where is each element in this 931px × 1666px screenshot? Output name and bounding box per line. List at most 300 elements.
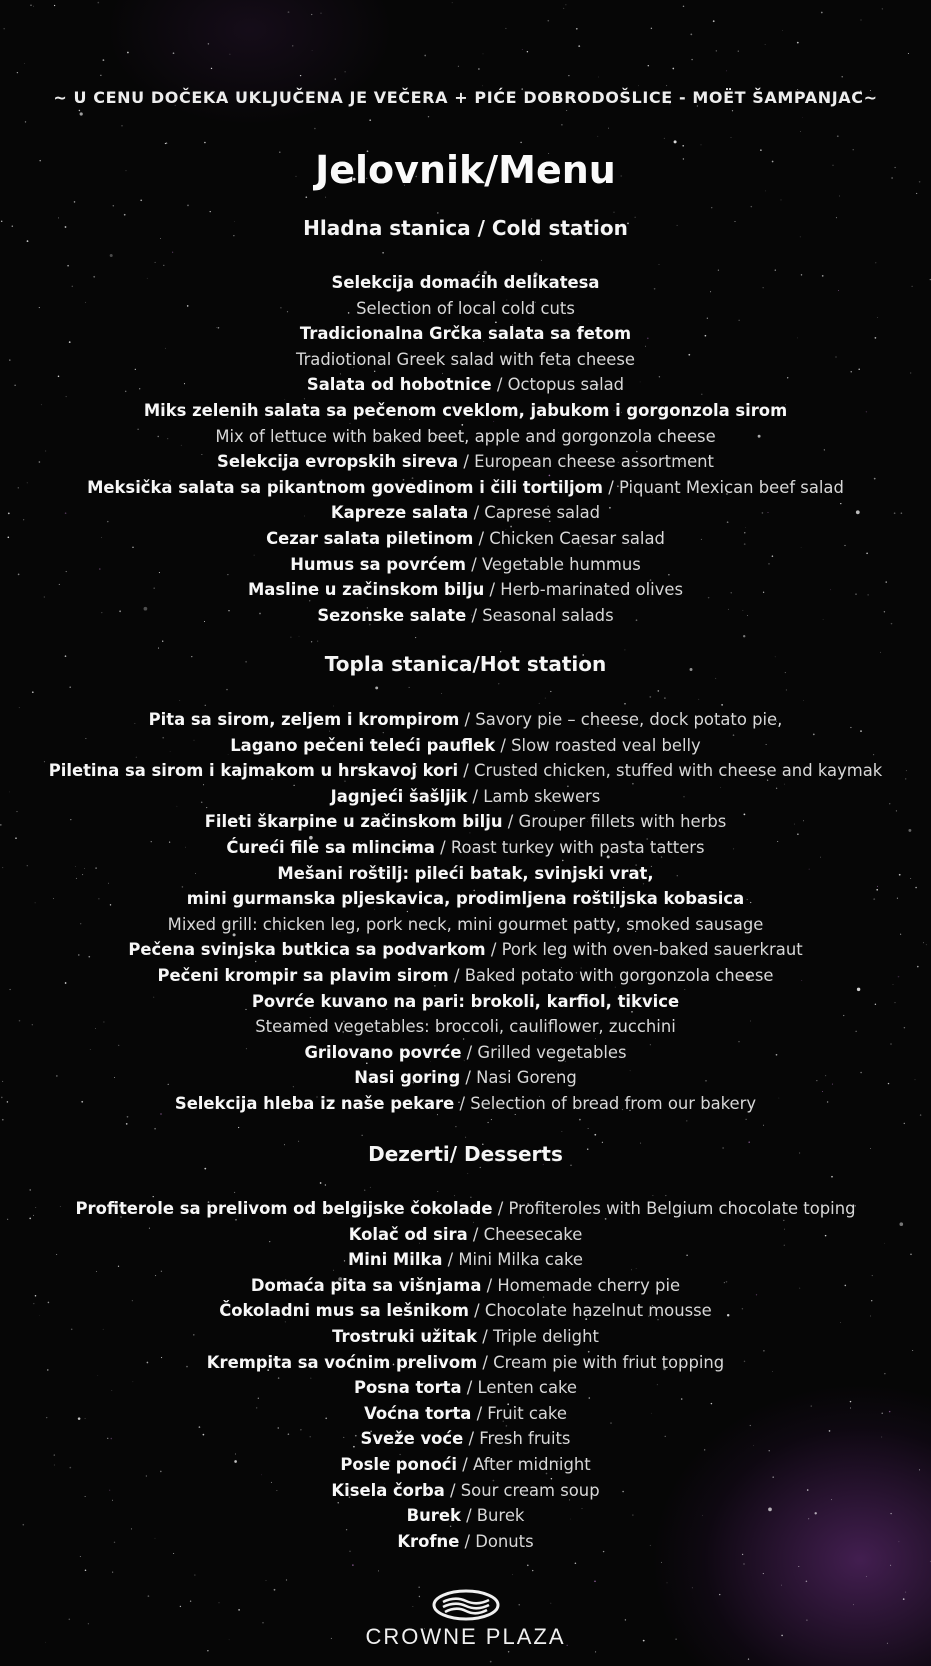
- star: [292, 45, 293, 46]
- star: [173, 52, 175, 54]
- menu-item: [0, 1478, 931, 1504]
- star: [187, 205, 189, 207]
- star: [320, 13, 321, 14]
- menu-item: [0, 733, 931, 759]
- menu-item: [0, 1247, 931, 1273]
- star: [483, 54, 484, 55]
- star: [478, 68, 480, 70]
- item-english-name: / Fresh fruits: [463, 1429, 571, 1449]
- star: [311, 641, 312, 642]
- star: [683, 6, 684, 7]
- menu-item: [0, 424, 931, 450]
- star: [797, 42, 799, 44]
- star: [649, 696, 651, 698]
- star: [488, 1122, 489, 1123]
- item-local-name: Humus sa povrćem: [290, 554, 466, 574]
- star: [806, 1581, 808, 1583]
- item-english-name: / Profiteroles with Belgium chocolate toping: [492, 1199, 856, 1218]
- star: [179, 700, 180, 701]
- star: [424, 55, 426, 57]
- item-local-name: Mini Milka: [348, 1250, 443, 1270]
- star: [738, 51, 739, 52]
- star: [588, 1128, 589, 1129]
- item-local-name: mini gurmanska pljeskavica, prodimljena roštiljska kobasica: [186, 889, 745, 909]
- star: [751, 206, 752, 207]
- item-local-name: Posna torta: [354, 1378, 462, 1398]
- star: [194, 1575, 195, 1576]
- star: [67, 265, 69, 267]
- cold-station-title: Hladna stanica / Cold station: [303, 216, 628, 240]
- star: [904, 1123, 905, 1124]
- star: [798, 1566, 799, 1567]
- item-english-name: / Savory pie – cheese, dock potato pie,: [459, 710, 783, 729]
- item-local-name: Selekcija domaćih delikatesa: [331, 273, 600, 292]
- star: [428, 116, 429, 117]
- item-english-name: / Slow roasted veal belly: [495, 735, 701, 755]
- star: [234, 1192, 235, 1193]
- star: [110, 254, 113, 257]
- star: [362, 1135, 363, 1136]
- star: [744, 1564, 745, 1565]
- star: [314, 128, 316, 130]
- menu-item: [0, 1401, 931, 1427]
- item-local-name: Kisela čorba: [331, 1480, 445, 1500]
- star: [682, 145, 684, 147]
- star: [748, 1658, 749, 1659]
- desserts-list: [0, 1196, 931, 1554]
- star: [140, 199, 142, 201]
- star: [229, 54, 230, 55]
- menu-item: [0, 1529, 931, 1555]
- star: [458, 66, 459, 67]
- star: [713, 20, 715, 22]
- star: [512, 1574, 513, 1575]
- menu-item: [0, 347, 931, 373]
- star: [547, 20, 549, 22]
- item-english-name: / Cream pie with friut topping: [477, 1352, 725, 1372]
- menu-item: [0, 758, 931, 784]
- item-local-name: Nasi goring: [354, 1068, 461, 1088]
- star: [613, 212, 614, 213]
- star: [352, 1564, 353, 1565]
- star: [672, 68, 674, 70]
- star: [562, 1131, 563, 1132]
- item-english-name: Mixed grill: chicken leg, pork neck, mini gourmet patty, smoked sausage: [167, 914, 764, 934]
- item-english-name: / Mini Milka cake: [442, 1250, 583, 1270]
- star: [916, 193, 917, 194]
- star: [80, 112, 83, 115]
- item-english-name: / Selection of bread from our bakery: [454, 1093, 757, 1113]
- star: [841, 76, 842, 77]
- star: [701, 145, 702, 146]
- star: [306, 196, 308, 198]
- item-local-name: Posle ponoći: [340, 1454, 458, 1474]
- star: [226, 689, 227, 690]
- item-english-name: / Grilled vegetables: [461, 1042, 627, 1062]
- item-english-name: / Fruit cake: [471, 1403, 567, 1423]
- item-english-name: / Herb-marinated olives: [484, 580, 684, 600]
- item-english-name: / Pork leg with oven-baked sauerkraut: [485, 940, 803, 960]
- menu-item: [0, 321, 931, 347]
- item-english-name: / Sour cream soup: [444, 1480, 600, 1500]
- brand-name: CROWNE PLAZA: [365, 1624, 566, 1649]
- item-english-name: Tradiotional Greek salad with feta cheese: [295, 349, 636, 369]
- menu-item: [0, 500, 931, 526]
- star: [158, 648, 159, 649]
- star: [441, 693, 442, 694]
- star: [624, 703, 626, 705]
- menu-item: [0, 963, 931, 989]
- star: [204, 142, 206, 144]
- star: [664, 697, 666, 699]
- item-english-name: / Homemade cherry pie: [481, 1275, 681, 1295]
- star: [375, 686, 378, 689]
- star: [335, 78, 336, 79]
- star: [803, 700, 804, 701]
- item-local-name: Čokoladni mus sa lešnikom: [219, 1301, 469, 1321]
- star: [300, 75, 301, 76]
- star: [320, 1182, 322, 1184]
- star: [382, 252, 384, 254]
- item-local-name: Tradicionalna Grčka salata sa fetom: [299, 324, 632, 344]
- star: [32, 691, 34, 693]
- star: [648, 65, 649, 66]
- item-local-name: Selekcija hleba iz naše pekare: [174, 1093, 455, 1113]
- star: [113, 205, 114, 206]
- item-local-name: Sezonske salate: [317, 605, 467, 625]
- menu-item: [0, 552, 931, 578]
- star: [520, 142, 522, 144]
- item-local-name: Povrće kuvano na pari: brokoli, karfiol, tikvice: [251, 991, 680, 1011]
- star: [238, 1127, 239, 1128]
- star: [437, 1191, 438, 1192]
- star: [561, 124, 563, 126]
- menu-item: [0, 1222, 931, 1248]
- item-local-name: Burek: [406, 1506, 461, 1526]
- item-local-name: Ćureći file sa mlincima: [226, 837, 435, 857]
- star: [726, 71, 727, 72]
- star: [467, 1173, 468, 1174]
- star: [100, 75, 101, 76]
- item-english-name: / Baked potato with gorgonzola cheese: [448, 965, 774, 985]
- star: [566, 110, 567, 111]
- star: [522, 49, 523, 50]
- item-english-name: / Roast turkey with pasta tatters: [434, 837, 705, 857]
- menu-item: [0, 449, 931, 475]
- star: [721, 704, 723, 706]
- cold-station-list: [0, 270, 931, 628]
- item-english-name: Mix of lettuce with baked beet, apple and gorgonzola cheese: [215, 426, 716, 446]
- item-english-name: / European cheese assortment: [458, 452, 714, 472]
- star: [743, 635, 745, 637]
- star: [266, 1580, 267, 1581]
- star: [765, 44, 766, 45]
- star: [4, 28, 5, 29]
- item-local-name: Cezar salata piletinom: [266, 528, 474, 548]
- menu-item: [0, 1426, 931, 1452]
- menu-item: [0, 1350, 931, 1376]
- star: [480, 1167, 481, 1168]
- item-english-name: Selection of local cold cuts: [356, 298, 575, 318]
- item-english-name: Steamed vegetables: broccoli, cauliflower, zucchini: [255, 1017, 676, 1037]
- item-english-name: / Crusted chicken, stuffed with cheese and kaymak: [458, 761, 883, 781]
- star: [659, 264, 660, 265]
- item-local-name: Miks zelenih salata sa pečenom cveklom, jabukom i gorgonzola sirom: [143, 400, 788, 420]
- star: [311, 14, 312, 15]
- menu-item: [0, 1503, 931, 1529]
- star: [121, 125, 123, 127]
- star: [686, 1120, 687, 1121]
- star: [126, 1123, 128, 1125]
- star: [594, 1581, 596, 1583]
- star: [205, 705, 206, 706]
- star: [638, 85, 639, 86]
- star: [17, 72, 18, 73]
- star: [498, 683, 499, 684]
- item-english-name: / Grouper fillets with herbs: [502, 812, 727, 832]
- star: [25, 121, 26, 122]
- star: [154, 1128, 156, 1130]
- menu-item: [0, 1091, 931, 1117]
- star: [325, 1184, 326, 1185]
- menu-item: [0, 1298, 931, 1324]
- star: [861, 20, 862, 21]
- star: [508, 1651, 509, 1652]
- item-local-name: Voćna torta: [364, 1403, 472, 1423]
- star: [299, 636, 300, 637]
- star: [437, 212, 439, 214]
- item-english-name: / Seasonal salads: [466, 605, 614, 625]
- star: [30, 1189, 31, 1190]
- star: [539, 703, 540, 704]
- star: [455, 1126, 456, 1127]
- star: [207, 1650, 208, 1651]
- star: [651, 28, 652, 29]
- item-local-name: Grilovano povrće: [304, 1042, 462, 1062]
- star: [103, 59, 105, 61]
- star: [763, 1125, 764, 1126]
- menu-item: [0, 1196, 931, 1222]
- item-local-name: Lagano pečeni teleći pauflek: [230, 735, 496, 755]
- star: [312, 50, 313, 51]
- star: [716, 50, 717, 51]
- item-local-name: Pita sa sirom, zeljem i krompirom: [148, 710, 460, 729]
- item-english-name: / Vegetable hummus: [465, 554, 641, 574]
- item-local-name: Krempita sa voćnim prelivom: [206, 1352, 478, 1372]
- star: [490, 1661, 492, 1663]
- menu-item: [0, 784, 931, 810]
- star: [579, 1119, 581, 1121]
- menu-item: [0, 937, 931, 963]
- menu-item: [0, 1324, 931, 1350]
- menu-item: [0, 296, 931, 322]
- star: [325, 197, 326, 198]
- star: [30, 5, 31, 6]
- crowne-plaza-logo: [0, 1588, 931, 1650]
- star: [667, 1583, 668, 1584]
- star: [782, 30, 783, 31]
- star: [165, 143, 166, 144]
- star: [657, 690, 659, 692]
- star: [80, 1556, 81, 1557]
- item-local-name: Salata od hobotnice: [306, 375, 492, 395]
- star: [210, 211, 211, 212]
- star: [578, 45, 580, 47]
- star: [465, 1137, 466, 1138]
- star: [781, 1585, 782, 1586]
- item-local-name: Krofne: [397, 1531, 460, 1551]
- star: [211, 68, 212, 69]
- item-english-name: / Piquant Mexican beef salad: [603, 477, 844, 497]
- item-local-name: Piletina sa sirom i kajmakom u hrskavoj kori: [48, 761, 459, 781]
- item-local-name: Pečeni krompir sa plavim sirom: [157, 965, 449, 985]
- item-english-name: / Octopus salad: [491, 375, 625, 395]
- item-english-name: / Caprese salad: [468, 503, 601, 523]
- banner-text: ~ U CENU DOČEKA UKLJUČENA JE VEČERA + PIĆE DOBRODOŠLICE - MOËT ŠAMPANJAC~: [53, 88, 878, 107]
- star: [661, 1562, 662, 1563]
- star: [745, 1119, 746, 1120]
- star: [800, 131, 801, 132]
- item-local-name: Profiterole sa prelivom od belgijske čokolade: [75, 1199, 493, 1218]
- star: [715, 678, 716, 679]
- item-local-name: Selekcija evropskih sireva: [217, 452, 459, 472]
- menu-item: [0, 835, 931, 861]
- star: [691, 59, 692, 60]
- star: [155, 262, 156, 263]
- desserts-title: Dezerti/ Desserts: [368, 1142, 563, 1166]
- menu-item: [0, 372, 931, 398]
- star: [162, 641, 163, 642]
- star: [595, 1651, 596, 1652]
- star: [541, 260, 542, 261]
- star: [290, 637, 291, 638]
- item-english-name: / Lenten cake: [461, 1378, 577, 1398]
- star: [731, 137, 732, 138]
- star: [576, 28, 578, 30]
- star: [204, 1168, 206, 1170]
- menu-item: [0, 577, 931, 603]
- star: [33, 6, 34, 7]
- star: [908, 53, 909, 54]
- menu-item: [0, 1273, 931, 1299]
- item-english-name: / After midnight: [457, 1454, 591, 1474]
- menu-item: [0, 270, 931, 296]
- star: [364, 1190, 365, 1191]
- item-local-name: Sveže voće: [360, 1429, 464, 1449]
- item-local-name: Meksička salata sa pikantnom govedinom i čili tortiljom: [87, 477, 604, 497]
- item-local-name: Kapreze salata: [330, 503, 469, 523]
- star: [674, 140, 677, 143]
- menu-item: [0, 809, 931, 835]
- star: [69, 686, 71, 688]
- star: [482, 85, 483, 86]
- star: [532, 1570, 533, 1571]
- star: [54, 5, 55, 6]
- hot-station-list: [0, 707, 931, 1117]
- star: [98, 2, 100, 4]
- star: [415, 637, 416, 638]
- star: [505, 28, 506, 29]
- star: [24, 63, 25, 64]
- hot-station-title: Topla stanica/Hot station: [324, 652, 607, 676]
- item-local-name: Kolač od sira: [348, 1224, 468, 1244]
- menu-item: [0, 861, 931, 887]
- item-local-name: Pečena svinjska butkica sa podvarkom: [128, 940, 486, 960]
- item-english-name: / Chocolate hazelnut mousse: [468, 1301, 712, 1321]
- star: [491, 1119, 492, 1120]
- star: [837, 135, 839, 137]
- star: [85, 1569, 87, 1571]
- star: [172, 252, 173, 253]
- star: [597, 136, 598, 137]
- star: [527, 1565, 529, 1567]
- item-local-name: Domaća pita sa višnjama: [250, 1275, 482, 1295]
- menu-item: [0, 603, 931, 629]
- star: [763, 1573, 764, 1574]
- menu-item: [0, 1375, 931, 1401]
- menu-item: [0, 1014, 931, 1040]
- star: [345, 71, 346, 72]
- star: [802, 117, 803, 118]
- star: [882, 8, 883, 9]
- menu-item: [0, 886, 931, 912]
- star: [890, 1565, 891, 1566]
- star: [317, 641, 318, 642]
- star: [666, 85, 667, 86]
- star: [690, 34, 692, 36]
- star: [664, 138, 665, 139]
- star: [839, 196, 840, 197]
- star: [545, 698, 546, 699]
- item-local-name: Jagnjeći šašljik: [330, 786, 468, 806]
- item-english-name: / Donuts: [459, 1531, 534, 1551]
- menu-item: [0, 398, 931, 424]
- star: [550, 691, 551, 692]
- item-local-name: Mešani roštilj: pileći batak, svinjski vrat,: [277, 863, 654, 883]
- menu-item: [0, 1452, 931, 1478]
- star: [786, 689, 787, 690]
- item-english-name: / Nasi Goreng: [460, 1068, 577, 1088]
- star: [452, 2, 453, 3]
- star: [711, 207, 712, 208]
- item-local-name: Fileti škarpine u začinskom bilju: [204, 812, 503, 832]
- star: [866, 1576, 867, 1577]
- star: [821, 12, 823, 14]
- menu-item: [0, 912, 931, 938]
- star: [409, 687, 410, 688]
- menu-item: [0, 1065, 931, 1091]
- star: [369, 119, 371, 121]
- star: [79, 110, 80, 111]
- star: [527, 51, 528, 52]
- menu-item: [0, 989, 931, 1015]
- item-english-name: / Lamb skewers: [467, 786, 601, 806]
- item-english-name: / Triple delight: [477, 1326, 599, 1346]
- star: [565, 4, 566, 5]
- star: [698, 699, 699, 700]
- menu-item: [0, 707, 931, 733]
- item-english-name: / Burek: [460, 1506, 525, 1526]
- menu-item: [0, 1040, 931, 1066]
- item-local-name: Masline u začinskom bilju: [247, 580, 485, 600]
- star: [608, 128, 609, 129]
- item-english-name: / Chicken Caesar salad: [473, 528, 665, 548]
- menu-item: [0, 526, 931, 552]
- star: [575, 1563, 577, 1565]
- star: [378, 1570, 379, 1571]
- star: [594, 1134, 596, 1136]
- star: [568, 75, 569, 76]
